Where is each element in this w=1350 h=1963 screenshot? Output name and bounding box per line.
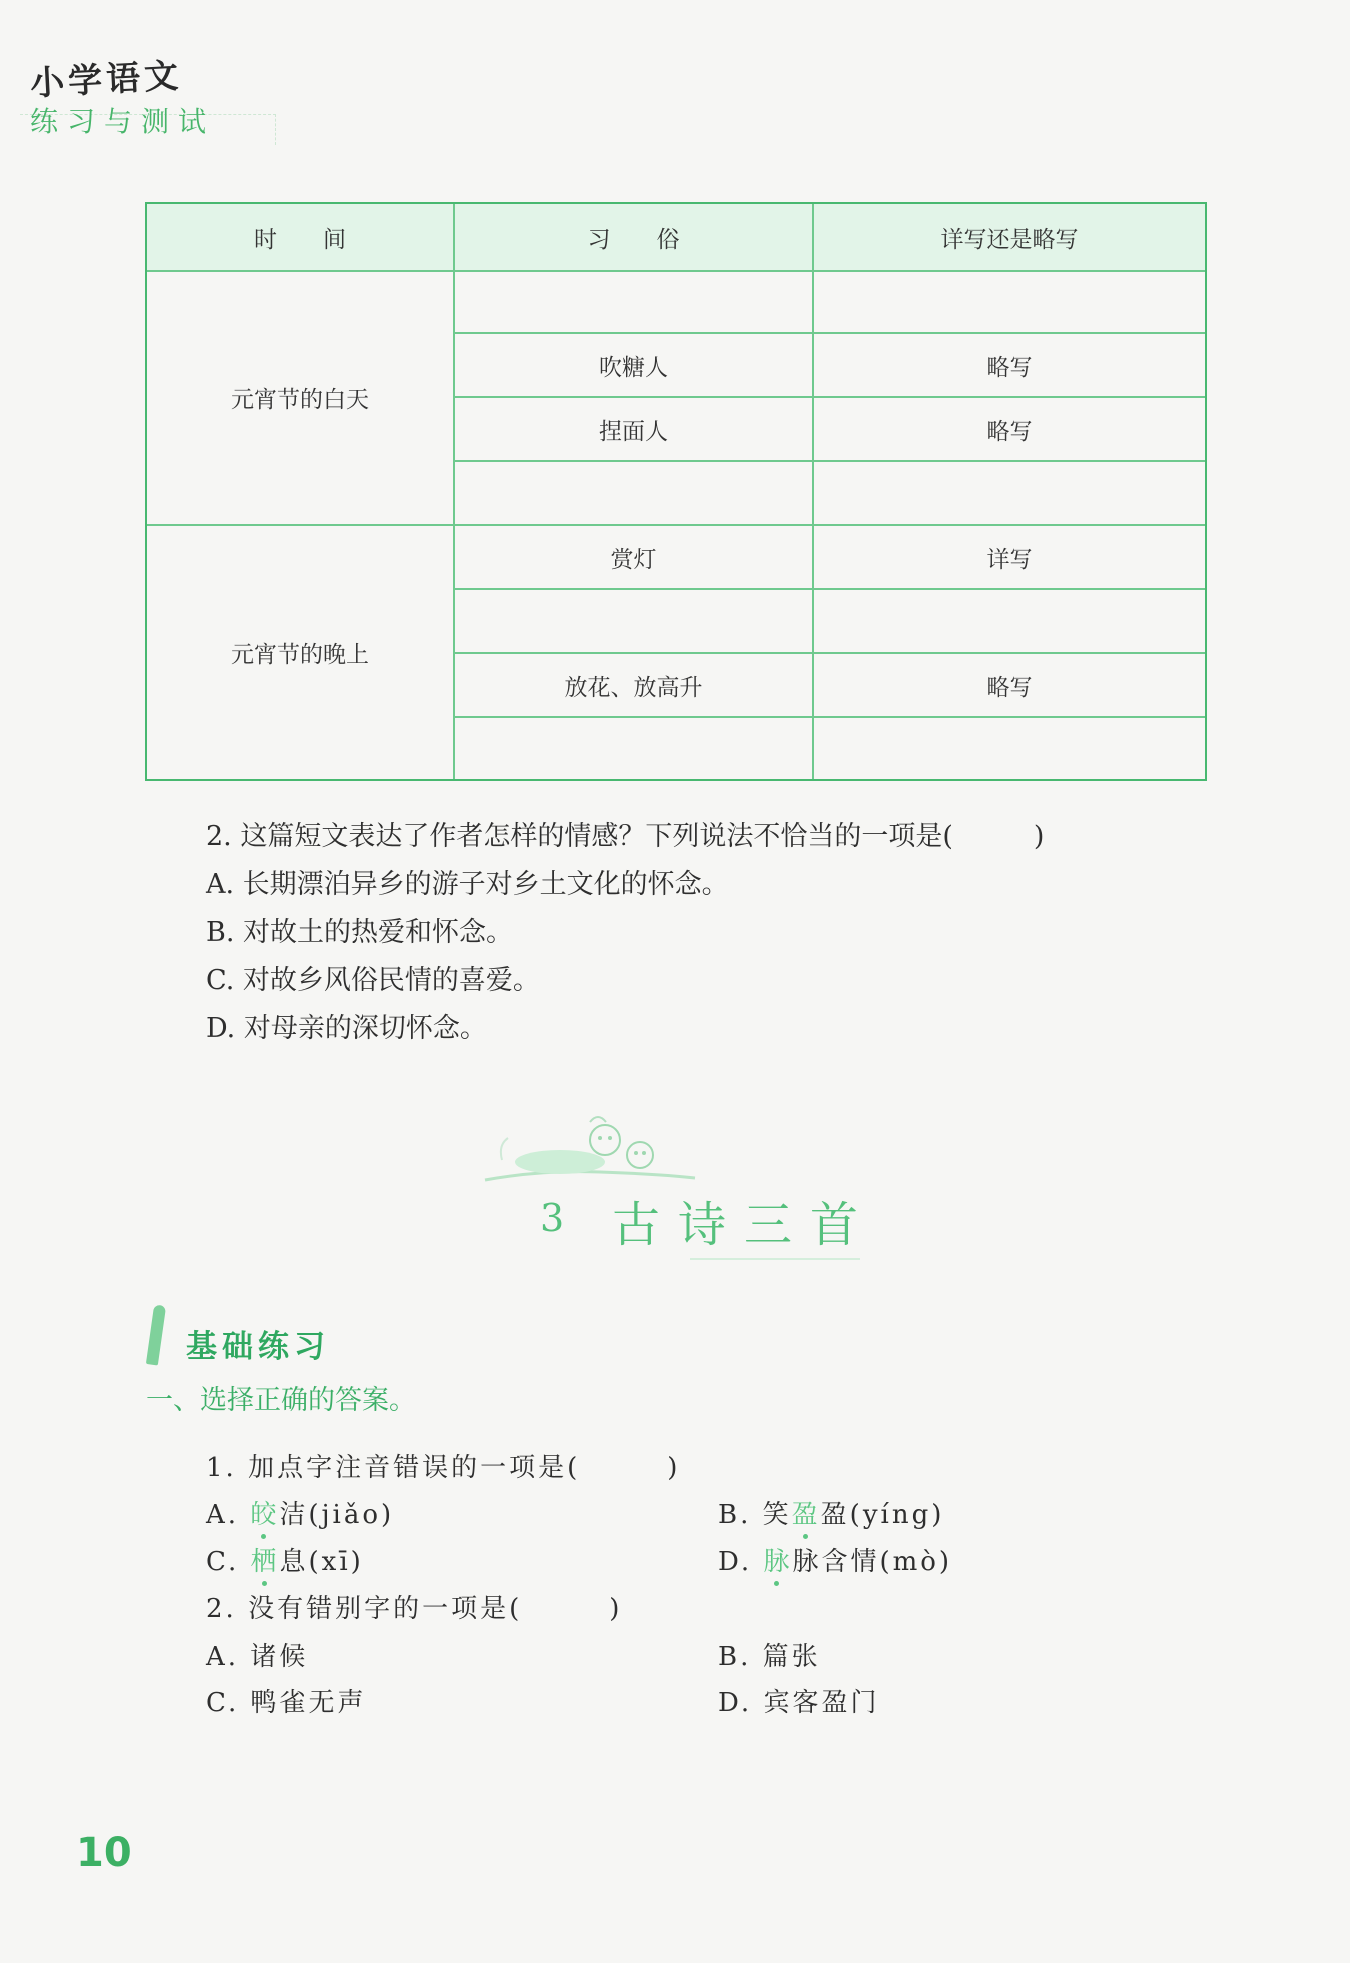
custom-cell[interactable] [455, 462, 812, 524]
q1-option-c[interactable] [206, 1541, 364, 1578]
time-cell: 元宵节的白天 [231, 386, 369, 413]
option-c[interactable]: C. 对故乡风俗民情的喜爱。 [206, 965, 540, 996]
custom-cell[interactable] [455, 270, 812, 332]
lesson-number: 3 [540, 1196, 565, 1240]
custom-cell: 赏灯 [610, 546, 657, 573]
option-rest: 脉含情(mò) [792, 1547, 953, 1577]
dotted-char [763, 1547, 792, 1577]
option-rest: 盈(yíng) [820, 1500, 945, 1530]
option-rest: 息(xī) [279, 1547, 364, 1577]
header-custom: 习 俗 [587, 226, 680, 253]
book-subtitle: 练习与测试 [30, 105, 216, 138]
page-number: 10 [76, 1830, 132, 1876]
dotted-char [792, 1500, 821, 1530]
title-underline [690, 1258, 860, 1260]
detail-cell: 详写 [986, 546, 1033, 573]
basic-practice-heading: 基础练习 [186, 1329, 330, 1365]
detail-cell: 略写 [986, 674, 1033, 701]
option-label: A. [206, 1500, 240, 1530]
dotted-char-text: 栖 [250, 1547, 280, 1577]
option-label: C. [206, 1547, 240, 1577]
q2-option-c[interactable]: C. 鸭雀无声 [206, 1688, 367, 1718]
custom-cell[interactable] [455, 590, 812, 652]
pen-icon [146, 1304, 166, 1365]
dotted-char-text: 脉 [763, 1547, 793, 1577]
option-label: B. [718, 1500, 752, 1530]
q1-option-d[interactable] [718, 1541, 952, 1578]
emphasis-dot [803, 1534, 808, 1539]
book-title: 小学语文 [29, 56, 184, 104]
option-d[interactable]: D. 对母亲的深切怀念。 [206, 1013, 487, 1044]
emphasis-dot [261, 1534, 266, 1539]
q2-option-a[interactable]: A. 诸候 [206, 1642, 309, 1672]
emphasis-dot [774, 1581, 779, 1586]
detail-cell[interactable] [814, 462, 1205, 524]
q2-stem: 2. 没有错别字的一项是( ) [206, 1594, 623, 1624]
customs-table [145, 202, 1207, 781]
dotted-char [251, 1547, 280, 1577]
option-label: D. [718, 1547, 753, 1577]
dotted-char [250, 1500, 279, 1530]
q1-option-b[interactable] [718, 1494, 944, 1531]
option-pre: 笑 [762, 1500, 792, 1530]
custom-cell: 吹糖人 [599, 354, 668, 381]
custom-cell: 放花、放高升 [564, 674, 703, 701]
custom-cell: 捏面人 [599, 418, 668, 445]
question-stem: 2. 这篇短文表达了作者怎样的情感？下列说法不恰当的一项是( ) [206, 821, 1045, 852]
q2-option-b[interactable]: B. 篇张 [718, 1642, 821, 1672]
header-time: 时 间 [254, 226, 346, 253]
detail-cell[interactable] [814, 270, 1205, 332]
children-illustration [480, 1100, 700, 1190]
header-detail: 详写还是略写 [940, 226, 1079, 253]
dotted-char-text: 皎 [250, 1500, 280, 1530]
detail-cell[interactable] [814, 718, 1205, 779]
dotted-char-text: 盈 [791, 1500, 821, 1530]
detail-cell: 略写 [986, 354, 1033, 381]
detail-cell[interactable] [814, 590, 1205, 652]
q2-option-d[interactable]: D. 宾客盈门 [718, 1688, 880, 1718]
detail-cell: 略写 [986, 418, 1033, 445]
time-cell: 元宵节的晚上 [231, 642, 369, 668]
option-a[interactable]: A. 长期漂泊异乡的游子对乡土文化的怀念。 [206, 869, 729, 900]
lesson-title: 古诗三首 [612, 1197, 877, 1253]
custom-cell[interactable] [455, 718, 812, 779]
option-b[interactable]: B. 对故土的热爱和怀念。 [206, 917, 514, 948]
q1-stem: 1. 加点字注音错误的一项是( ) [206, 1453, 681, 1483]
part-one-title: 一、选择正确的答案。 [146, 1385, 416, 1416]
q1-option-a[interactable] [206, 1494, 394, 1531]
emphasis-dot [262, 1581, 267, 1586]
option-rest: 洁(jiǎo) [279, 1500, 395, 1530]
